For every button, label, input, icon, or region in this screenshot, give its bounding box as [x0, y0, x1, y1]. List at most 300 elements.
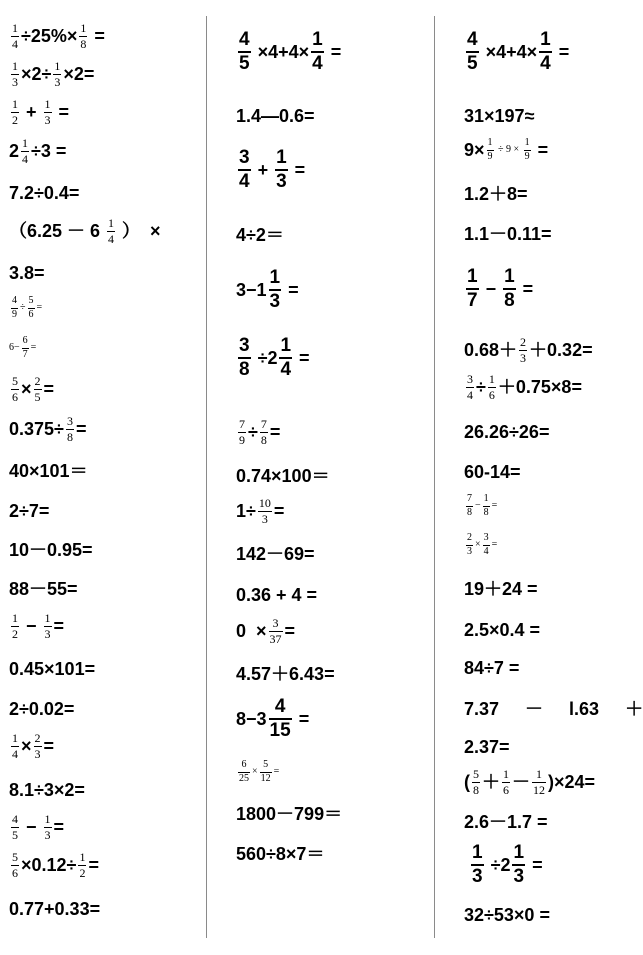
numerator: 1: [44, 611, 51, 625]
problem-text: ×: [252, 766, 258, 777]
problem: [236, 665, 335, 683]
problem-text: 1.4—0.6=: [236, 106, 315, 126]
fraction: [22, 336, 29, 360]
problem-text: 84÷7 =: [464, 658, 520, 678]
column-divider-left: [206, 16, 207, 938]
problem-text: 1÷: [236, 501, 256, 522]
numerator: 7: [467, 493, 472, 504]
denominator: 3: [12, 74, 18, 89]
problem: [464, 659, 519, 677]
fraction: [269, 617, 283, 645]
problem: [464, 107, 534, 125]
problem-column-2: [208, 0, 434, 955]
problem-text: =: [89, 26, 105, 47]
problem-text: −: [480, 278, 502, 299]
numerator: 1: [488, 372, 495, 386]
problem-text: =: [43, 736, 55, 757]
problem-text: =: [532, 140, 549, 160]
numerator: 1: [80, 21, 87, 35]
problem-text: −: [475, 500, 481, 511]
problem-text: 4÷2＝: [236, 225, 284, 245]
denominator: 5: [34, 389, 41, 404]
numerator: 3: [66, 414, 73, 428]
problem-text: l.63: [569, 699, 600, 719]
denominator: 9: [239, 432, 245, 447]
fraction: [269, 268, 282, 312]
numerator: 4: [12, 812, 18, 826]
problem: [236, 418, 280, 446]
problem-text: ÷25%×: [21, 26, 78, 47]
denominator: 8: [80, 36, 87, 51]
denominator: 2: [79, 865, 86, 880]
problem: [464, 494, 497, 518]
problem-text: 0.45×101=: [9, 659, 96, 679]
denominator: 8: [483, 506, 489, 518]
denominator: 4: [540, 52, 551, 74]
column-divider-right: [434, 16, 435, 938]
numerator: 4: [274, 696, 286, 717]
problem-text: 88－55=: [9, 579, 78, 599]
fraction: [238, 336, 251, 380]
problem-text: =: [88, 855, 99, 876]
problem: [464, 463, 521, 481]
denominator: 7: [22, 348, 28, 360]
problem-text: 7.37: [464, 699, 500, 719]
problem-text: 1.1－0.11=: [464, 224, 552, 244]
denominator: 6: [28, 308, 34, 320]
numerator: 1: [504, 266, 515, 287]
numerator: 4: [239, 29, 250, 50]
numerator: 2: [520, 335, 527, 349]
problem: [9, 781, 85, 799]
problem-text: ÷: [476, 377, 486, 398]
fraction: [260, 760, 272, 784]
fraction: [488, 373, 496, 401]
fraction: [269, 697, 292, 741]
fraction: [11, 98, 19, 126]
problem-text: 1800－799＝: [236, 804, 343, 824]
problem: [9, 296, 42, 320]
numerator: 4: [467, 29, 478, 50]
problem-text: (: [464, 772, 470, 793]
numerator: 4: [12, 295, 17, 306]
problem-text: （6.25 － 6: [9, 221, 106, 242]
fraction: [466, 30, 479, 74]
problem: [464, 580, 538, 598]
problem: [464, 621, 540, 639]
numerator: 7: [260, 417, 267, 431]
numerator: 1: [472, 842, 483, 863]
fraction: [519, 336, 527, 364]
problem: [236, 107, 315, 125]
problem-column-3: [436, 0, 643, 955]
problem: [9, 60, 94, 88]
problem-text: 2.37=: [464, 737, 510, 757]
fraction: [524, 138, 531, 162]
denominator: 37: [269, 631, 282, 646]
fraction: [44, 813, 52, 841]
numerator: 6: [241, 759, 247, 770]
fraction: [471, 843, 484, 887]
denominator: 8: [66, 429, 73, 444]
denominator: 6: [503, 782, 509, 797]
problem-text: ÷2: [485, 854, 511, 875]
problem-text: =: [53, 817, 65, 838]
problem: [464, 700, 643, 718]
numerator: 3: [239, 335, 250, 356]
denominator: 9: [12, 308, 17, 320]
problem-text: 0.68＋: [464, 340, 518, 361]
problem-text: 40×101＝: [9, 461, 88, 481]
problem-text: ×: [21, 736, 32, 757]
problem-text: 3−1: [236, 279, 267, 300]
denominator: 5: [12, 827, 18, 842]
problem: [9, 541, 93, 559]
denominator: 2: [12, 626, 18, 641]
denominator: 4: [467, 387, 473, 402]
denominator: 8: [467, 506, 472, 518]
problem: [236, 697, 309, 741]
problem-text: ×: [21, 379, 32, 400]
problem-text: ＋: [482, 772, 500, 793]
problem: [464, 336, 593, 364]
problem-text: 3.8=: [9, 263, 45, 283]
problem: [464, 533, 497, 557]
problem-text: ÷3 =: [31, 141, 67, 162]
numerator: 1: [312, 29, 323, 50]
problem: [464, 738, 510, 756]
numerator: 5: [473, 767, 479, 781]
problem-text: 1.2＋8=: [464, 184, 528, 204]
problem-text: 4.57＋6.43=: [236, 664, 335, 684]
problem-column-1: [0, 0, 206, 955]
fraction: [11, 296, 18, 320]
problem-text: =: [325, 41, 342, 62]
problem-text: 2: [9, 141, 20, 162]
problem-text: 2.5×0.4 =: [464, 620, 541, 640]
fraction: [275, 148, 288, 192]
problem: [9, 217, 161, 245]
fraction: [11, 60, 19, 88]
problem: [464, 906, 550, 924]
numerator: 1: [524, 137, 530, 148]
problem-text: [464, 856, 469, 874]
problem-text: 9×: [464, 140, 485, 160]
numerator: 5: [12, 374, 18, 388]
numerator: 1: [483, 493, 489, 504]
problem: [236, 586, 317, 604]
problem-text: =: [289, 159, 306, 180]
problem-text: 0.77+0.33=: [9, 899, 101, 919]
numerator: 1: [540, 29, 551, 50]
numerator: 1: [79, 850, 86, 864]
numerator: 5: [263, 759, 269, 770]
fraction: [512, 843, 525, 887]
fraction: [466, 373, 474, 401]
problem: [464, 225, 552, 243]
fraction: [466, 494, 473, 518]
problem-text: 0.375÷: [9, 419, 64, 440]
problem-text: ×4+4×: [480, 41, 538, 62]
problem-text: =: [36, 302, 43, 313]
problem-text: =: [553, 41, 570, 62]
problem-text: =: [284, 621, 296, 642]
problem-text: 560÷8×7＝: [236, 844, 325, 864]
numerator: 1: [12, 731, 18, 745]
problem: [464, 423, 549, 441]
problem-text: ） ×: [117, 221, 161, 242]
numerator: 1: [467, 266, 478, 287]
problem-text: −: [21, 817, 42, 838]
numerator: 1: [513, 842, 525, 863]
problem: [236, 148, 305, 192]
problem-text: ÷ 9 ×: [495, 144, 522, 155]
denominator: 6: [12, 865, 18, 880]
problem-text: −: [21, 616, 42, 637]
problem: [9, 813, 64, 841]
problem: [464, 768, 595, 796]
problem-text: 0.36 + 4 =: [236, 585, 318, 605]
problem: [464, 813, 548, 831]
fraction: [238, 148, 251, 192]
numerator: 1: [487, 137, 493, 148]
numerator: 1: [12, 21, 18, 35]
problem-text: ＋: [625, 699, 643, 719]
fraction: [502, 768, 510, 796]
problem-text: 2÷0.02=: [9, 699, 75, 719]
problem: [464, 138, 548, 162]
problem: [9, 851, 99, 879]
numerator: 6: [22, 335, 28, 346]
problem: [464, 843, 543, 887]
denominator: 3: [54, 74, 61, 89]
numerator: 1: [276, 147, 287, 168]
denominator: 2: [12, 112, 18, 127]
problem-text: ×2=: [63, 64, 95, 85]
problem-text: =: [517, 278, 534, 299]
fraction: [11, 851, 19, 879]
denominator: 3: [276, 170, 287, 192]
fraction: [34, 375, 42, 403]
problem-text: )×24=: [548, 772, 596, 793]
fraction: [483, 533, 490, 557]
numerator: 1: [280, 335, 292, 356]
problem: [236, 226, 284, 244]
problem: [236, 268, 299, 312]
fraction: [11, 612, 19, 640]
numerator: 10: [258, 496, 271, 510]
denominator: 8: [260, 432, 267, 447]
problem-text: =: [53, 616, 65, 637]
fraction: [279, 336, 292, 380]
denominator: 3: [472, 865, 483, 887]
problem-text: ×4+4×: [252, 41, 310, 62]
problem-text: 32÷53×0 =: [464, 905, 550, 925]
problem-text: －: [512, 772, 530, 793]
fraction: [11, 813, 19, 841]
problem-text: =: [273, 501, 285, 522]
fraction: [66, 415, 74, 443]
denominator: 12: [533, 782, 545, 797]
fraction: [44, 98, 52, 126]
denominator: 3: [520, 350, 527, 365]
problem-text: 60-14=: [464, 462, 521, 482]
problem-text: +: [252, 159, 274, 180]
problem: [464, 373, 582, 401]
fraction: [79, 22, 87, 50]
fraction: [11, 375, 19, 403]
denominator: 5: [467, 52, 478, 74]
problem: [464, 30, 569, 74]
numerator: 3: [467, 372, 473, 386]
fraction: [258, 497, 272, 525]
problem: [9, 264, 45, 282]
fraction: [53, 60, 61, 88]
problem: [9, 415, 86, 443]
fraction: [11, 22, 19, 50]
denominator: 3: [34, 746, 41, 761]
denominator: 4: [483, 545, 489, 557]
fraction: [238, 30, 251, 74]
denominator: 5: [239, 52, 250, 74]
numerator: 1: [22, 136, 29, 150]
denominator: 3: [513, 865, 525, 887]
denominator: 4: [12, 36, 18, 51]
fraction: [466, 533, 473, 557]
fraction: [260, 418, 268, 446]
problem: [9, 732, 54, 760]
numerator: 7: [239, 417, 245, 431]
numerator: 1: [44, 812, 51, 826]
denominator: 3: [467, 545, 472, 557]
numerator: 1: [503, 767, 509, 781]
problem: [236, 497, 284, 525]
problem-text: =: [527, 854, 543, 875]
problem: [9, 137, 66, 165]
fraction: [238, 760, 250, 784]
problem-text: =: [53, 102, 70, 123]
numerator: 1: [12, 59, 18, 73]
problem: [236, 760, 279, 784]
problem: [9, 98, 69, 126]
problem-text: =: [283, 279, 299, 300]
fraction: [44, 612, 52, 640]
problem-text: 6−: [9, 342, 20, 353]
problem-text: =: [491, 500, 498, 511]
problem: [9, 462, 88, 480]
problem-text: =: [43, 379, 55, 400]
problem: [9, 612, 64, 640]
denominator: 4: [22, 151, 29, 166]
numerator: 3: [483, 532, 489, 543]
numerator: 1: [269, 267, 281, 288]
numerator: 1: [54, 59, 61, 73]
denominator: 4: [312, 52, 323, 74]
denominator: 12: [260, 772, 271, 784]
problem-text: ×: [475, 539, 481, 550]
problem: [464, 185, 528, 203]
denominator: 4: [280, 358, 292, 380]
problem-text: 31×197≈: [464, 106, 535, 126]
problem-text: =: [491, 539, 498, 550]
problem-text: ÷: [20, 302, 26, 313]
problem-text: 7.2÷0.4=: [9, 183, 80, 203]
denominator: 3: [269, 290, 281, 312]
problem: [9, 502, 49, 520]
problem-text: 2.6－1.7 =: [464, 812, 548, 832]
problem: [9, 700, 74, 718]
problem-text: ÷2: [252, 347, 278, 368]
problem-text: 142－69=: [236, 544, 315, 564]
denominator: 15: [269, 719, 291, 741]
fraction: [107, 217, 115, 245]
fraction: [472, 768, 480, 796]
fraction: [466, 267, 479, 311]
problem-text: =: [269, 422, 281, 443]
denominator: 3: [261, 511, 268, 526]
denominator: 9: [487, 150, 493, 162]
fraction: [311, 30, 324, 74]
denominator: 9: [524, 150, 530, 162]
numerator: 1: [44, 97, 51, 111]
problem: [236, 336, 310, 380]
problem-text: －: [525, 699, 544, 719]
problem: [236, 805, 342, 823]
problem-text: =: [75, 419, 87, 440]
denominator: 25: [239, 772, 249, 784]
problem: [9, 336, 36, 360]
numerator: 2: [467, 532, 472, 543]
numerator: 5: [12, 850, 18, 864]
fraction: [503, 267, 516, 311]
numerator: 1: [12, 611, 18, 625]
fraction: [539, 30, 552, 74]
problem-text: 0 ×: [236, 621, 267, 642]
problem-text: ×2÷: [21, 64, 52, 85]
problem: [9, 900, 100, 918]
problem: [464, 267, 533, 311]
problem: [236, 617, 295, 645]
denominator: 8: [239, 358, 250, 380]
problem-text: 2÷7=: [9, 501, 50, 521]
denominator: 8: [473, 782, 479, 797]
problem-text: 19＋24 =: [464, 579, 538, 599]
denominator: 6: [12, 389, 18, 404]
problem-text: =: [294, 347, 310, 368]
problem-text: ＋0.75×8=: [497, 377, 582, 398]
fraction: [487, 138, 494, 162]
problem: [9, 660, 95, 678]
fraction: [78, 851, 86, 879]
fraction: [238, 418, 246, 446]
problem-text: +: [21, 102, 42, 123]
problem-text: 0.74×100＝: [236, 466, 330, 486]
problem-text: 8−3: [236, 708, 267, 729]
numerator: 2: [34, 731, 41, 745]
problem: [9, 375, 54, 403]
denominator: 3: [44, 827, 51, 842]
denominator: 4: [108, 231, 115, 246]
numerator: 5: [28, 295, 34, 306]
problem-text: =: [30, 342, 37, 353]
problem: [236, 545, 315, 563]
problem: [9, 184, 79, 202]
numerator: 3: [272, 616, 279, 630]
denominator: 4: [12, 746, 18, 761]
denominator: 6: [488, 387, 495, 402]
problem: [236, 30, 341, 74]
problem-text: 10－0.95=: [9, 540, 93, 560]
